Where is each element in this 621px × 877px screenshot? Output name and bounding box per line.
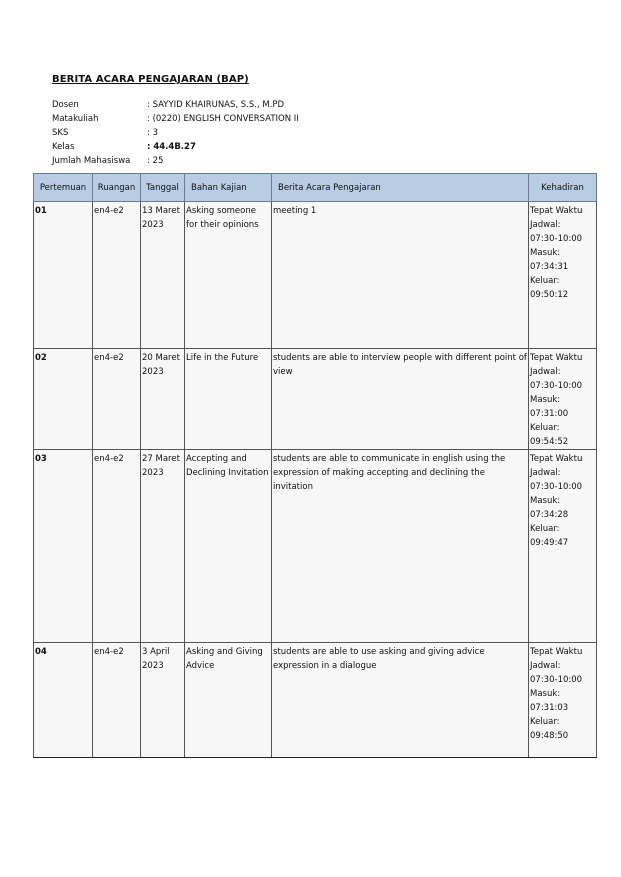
table-row <box>34 643 597 758</box>
cell-berita-acara: students are able to communicate in english using the expression of making accepting and declining the invitation <box>272 450 529 643</box>
cell-tanggal: 3 April 2023 <box>141 643 185 758</box>
attendance-status: Tepat Waktu <box>530 206 583 216</box>
info-value: : 44.4B.27 <box>147 142 196 152</box>
masuk-label: Masuk: <box>530 248 561 258</box>
cell-kehadiran <box>529 202 597 349</box>
header-bahan-kajian: Bahan Kajian <box>185 174 272 202</box>
course-info <box>52 98 352 168</box>
cell-ruangan: en4-e2 <box>93 643 141 758</box>
table-row <box>34 202 597 349</box>
table-row <box>34 450 597 643</box>
keluar-label: Keluar: <box>530 524 560 534</box>
bap-table <box>33 173 597 758</box>
info-value: : 3 <box>147 128 158 138</box>
keluar-value: 09:48:50 <box>530 731 569 741</box>
attendance-status: Tepat Waktu <box>530 647 583 657</box>
cell-pertemuan: 03 <box>34 450 93 643</box>
attendance-status: Tepat Waktu <box>530 454 583 464</box>
info-value: : SAYYID KHAIRUNAS, S.S., M.PD <box>147 100 285 110</box>
masuk-value: 07:31:03 <box>530 703 569 713</box>
cell-berita-acara: meeting 1 <box>272 202 529 349</box>
info-label: Kelas <box>52 142 75 152</box>
header-kehadiran: Kehadiran <box>529 174 597 202</box>
cell-tanggal: 20 Maret 2023 <box>141 349 185 450</box>
keluar-value: 09:54:52 <box>530 437 569 447</box>
cell-pertemuan: 01 <box>34 202 93 349</box>
jadwal-value: 07:30-10:00 <box>530 234 583 244</box>
jadwal-label: Jadwal: <box>530 220 561 230</box>
info-row-jumlah-mahasiswa <box>52 154 352 168</box>
cell-pertemuan: 04 <box>34 643 93 758</box>
cell-kehadiran <box>529 643 597 758</box>
info-row-kelas <box>52 140 352 154</box>
jadwal-label: Jadwal: <box>530 661 561 671</box>
table-row <box>34 349 597 450</box>
info-row-matakuliah <box>52 112 352 126</box>
jadwal-value: 07:30-10:00 <box>530 381 583 391</box>
info-label: Dosen <box>52 100 79 110</box>
jadwal-value: 07:30-10:00 <box>530 482 583 492</box>
info-value: : (0220) ENGLISH CONVERSATION II <box>147 114 299 124</box>
info-label: SKS <box>52 128 69 138</box>
header-tanggal: Tanggal <box>141 174 185 202</box>
info-label: Jumlah Mahasiswa <box>52 156 131 166</box>
cell-pertemuan: 02 <box>34 349 93 450</box>
keluar-label: Keluar: <box>530 717 560 727</box>
jadwal-value: 07:30-10:00 <box>530 675 583 685</box>
cell-tanggal: 13 Maret 2023 <box>141 202 185 349</box>
cell-ruangan: en4-e2 <box>93 202 141 349</box>
cell-kehadiran <box>529 450 597 643</box>
info-row-dosen <box>52 98 352 112</box>
masuk-label: Masuk: <box>530 395 561 405</box>
header-ruangan: Ruangan <box>93 174 141 202</box>
header-pertemuan: Pertemuan <box>34 174 93 202</box>
masuk-value: 07:34:31 <box>530 262 569 272</box>
masuk-value: 07:34:28 <box>530 510 569 520</box>
masuk-label: Masuk: <box>530 689 561 699</box>
cell-ruangan: en4-e2 <box>93 349 141 450</box>
cell-bahan-kajian: Asking and Giving Advice <box>185 643 272 758</box>
keluar-value: 09:49:47 <box>530 538 569 548</box>
cell-bahan-kajian: Asking someone for their opinions <box>185 202 272 349</box>
cell-tanggal: 27 Maret 2023 <box>141 450 185 643</box>
jadwal-label: Jadwal: <box>530 367 561 377</box>
masuk-label: Masuk: <box>530 496 561 506</box>
cell-ruangan: en4-e2 <box>93 450 141 643</box>
cell-berita-acara: students are able to interview people with different point of view <box>272 349 529 450</box>
masuk-value: 07:31:00 <box>530 409 569 419</box>
keluar-value: 09:50:12 <box>530 290 569 300</box>
table-header-row <box>34 174 597 202</box>
cell-bahan-kajian: Life in the Future <box>185 349 272 450</box>
attendance-status: Tepat Waktu <box>530 353 583 363</box>
keluar-label: Keluar: <box>530 423 560 433</box>
info-label: Matakuliah <box>52 114 99 124</box>
cell-berita-acara: students are able to use asking and giving advice expression in a dialogue <box>272 643 529 758</box>
info-row-sks <box>52 126 352 140</box>
cell-kehadiran <box>529 349 597 450</box>
info-value: : 25 <box>147 156 164 166</box>
jadwal-label: Jadwal: <box>530 468 561 478</box>
cell-bahan-kajian: Accepting and Declining Invitation <box>185 450 272 643</box>
header-berita-acara: Berita Acara Pengajaran <box>272 174 529 202</box>
document-title: BERITA ACARA PENGAJARAN (BAP) <box>52 74 249 85</box>
keluar-label: Keluar: <box>530 276 560 286</box>
